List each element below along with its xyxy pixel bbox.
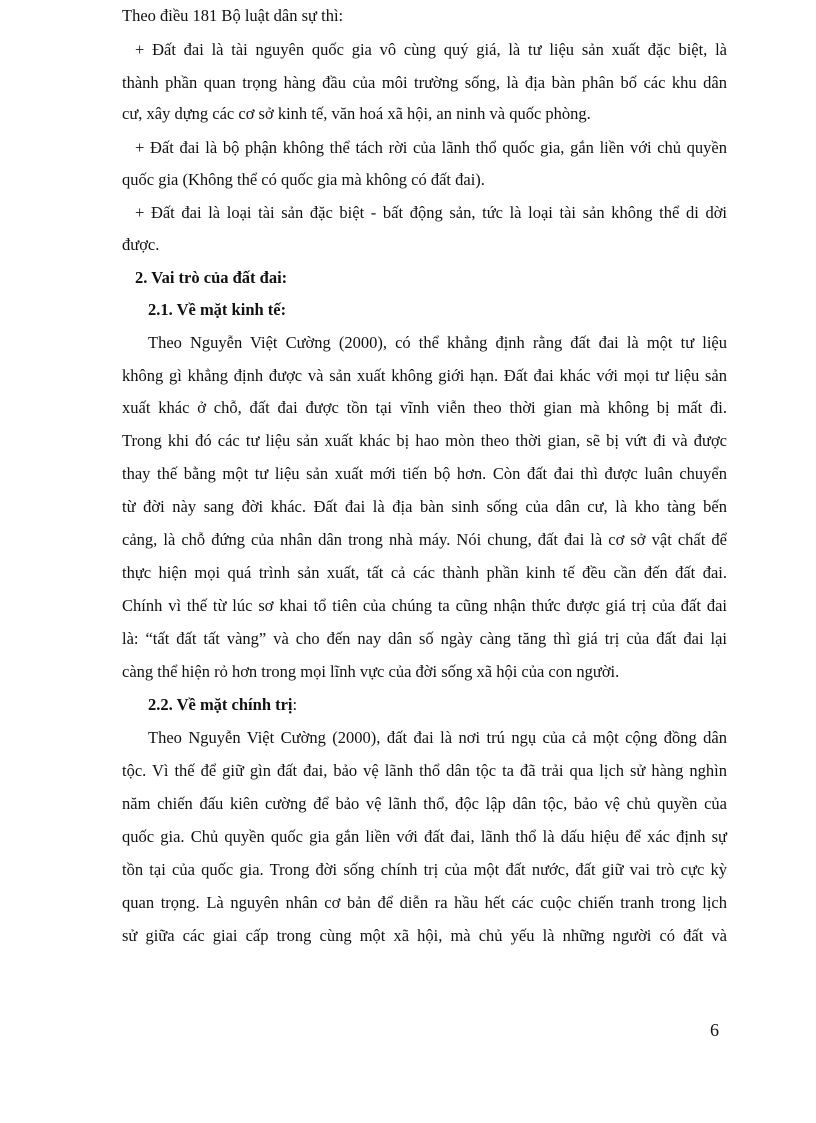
para-2-2-line-1: Theo Nguyễn Việt Cường (2000), đất đai là nơi trú ngụ của cả một cộng đồng dân: [148, 728, 727, 747]
para-2-2-line-3: năm chiến đấu kiên cường để bảo vệ lãnh thổ, độc lập dân tộc, bảo vệ chủ quyền của: [122, 794, 727, 813]
bullet-2-line-2: quốc gia (Không thể có quốc gia mà không có đất đai).: [122, 170, 485, 189]
para-2-2-line-7: sử giữa các giai cấp trong cùng một xã hội, mà chủ yếu là những người có đất và: [122, 926, 727, 945]
para-2-1-line-4: Trong khi đó các tư liệu sản xuất khác bị hao mòn theo thời gian, sẽ bị vứt đi và được: [122, 431, 727, 450]
heading-2-2: [148, 695, 297, 715]
para-2-1-line-3: xuất khác ở chỗ, đất đai được tồn tại vĩnh viễn theo thời gian mà không bị mất đi.: [122, 398, 727, 417]
para-2-1-line-11: càng thể hiện rỏ hơn trong mọi lĩnh vực của đời sống xã hội của con người.: [122, 662, 620, 681]
bullet-1-line-2: thành phần quan trọng hàng đầu của môi trường sống, là địa bàn phân bố các khu dân: [122, 73, 727, 92]
para-2-1-line-8: thực hiện mọi quá trình sản xuất, tất cả các thành phần kinh tế đều cần đến đất đai.: [122, 563, 727, 582]
heading-2-2-text: 2.2. Về mặt chính trị: [148, 695, 293, 714]
para-2-1-line-9: Chính vì thế từ lúc sơ khai tổ tiên của chúng ta cũng nhận thức được giá trị của đất đai: [122, 596, 727, 615]
para-2-1-line-7: cảng, là chỗ đứng của nhân dân trong nhà máy. Nói chung, đất đai là cơ sở vật chất để: [122, 530, 727, 549]
bullet-1-line-3: cư, xây dựng các cơ sở kinh tế, văn hoá xã hội, an ninh và quốc phòng.: [122, 104, 591, 123]
para-2-2-line-6: quan trọng. Là nguyên nhân cơ bản để diễn ra hầu hết các cuộc chiến tranh trong lịch: [122, 893, 727, 912]
para-2-2-line-2: tộc. Vì thế để giữ gìn đất đai, bảo vệ lãnh thổ dân tộc ta đã trải qua lịch sử hàng nghìn: [122, 761, 727, 780]
para-2-1-line-5: thay thế bằng một tư liệu sản xuất mới tiến bộ hơn. Còn đất đai thì được luân chuyển: [122, 464, 727, 483]
heading-2-1: 2.1. Về mặt kinh tế:: [148, 300, 287, 319]
para-2-1-line-2: không gì khẳng định được và sản xuất không giới hạn. Đất đai khác với mọi tư liệu sản: [122, 366, 727, 385]
para-2-2-line-4: quốc gia. Chủ quyền quốc gia gắn liền với đất đai, lãnh thổ là dấu hiệu để xác định sự: [122, 827, 727, 846]
intro-line: Theo điều 181 Bộ luật dân sự thì:: [122, 6, 344, 25]
bullet-3-line-1: + Đất đai là loại tài sản đặc biệt - bất động sản, tức là loại tài sản không thể di dời: [135, 203, 727, 222]
para-2-1-line-10: là: “tất đất tất vàng” và cho đến nay dân số ngày càng tăng thì giá trị của đất đai lại: [122, 629, 727, 648]
para-2-1-line-1: Theo Nguyễn Việt Cường (2000), có thể khẳng định rằng đất đai là một tư liệu: [148, 333, 727, 352]
page-number: 6: [710, 1020, 719, 1040]
heading-2-2-colon: :: [292, 695, 298, 714]
para-2-2-line-5: tồn tại của quốc gia. Trong đời sống chính trị của một đất nước, đất giữ vai trò cực kỳ: [122, 860, 727, 879]
bullet-1-line-1: + Đất đai là tài nguyên quốc gia vô cùng quý giá, là tư liệu sản xuất đặc biệt, là: [135, 40, 727, 59]
heading-2: 2. Vai trò của đất đai:: [135, 268, 288, 287]
bullet-2-line-1: + Đất đai là bộ phận không thể tách rời của lãnh thổ quốc gia, gắn liền với chủ quyền: [135, 138, 727, 157]
bullet-3-line-2: được.: [122, 235, 160, 254]
para-2-1-line-6: từ đời này sang đời khác. Đất đai là địa bàn sinh sống của dân cư, là kho tàng bến: [122, 497, 727, 516]
